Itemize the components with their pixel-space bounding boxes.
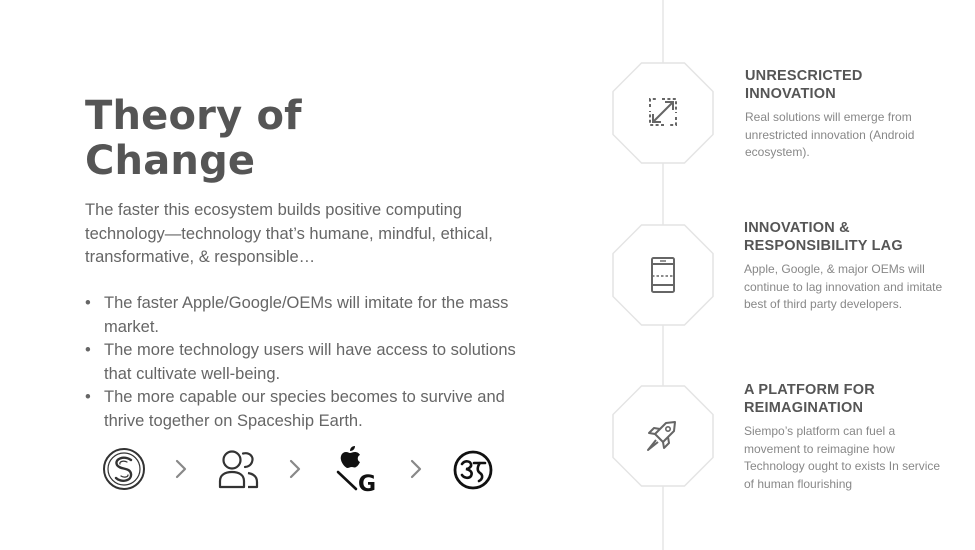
bullet-item [85,386,525,433]
timeline-card [744,381,944,493]
chevron-right-icon [409,458,423,480]
slide-title: Theory of Change [85,93,302,184]
bullet-dot: • [85,341,91,359]
timeline-node [611,384,715,488]
card-description: Siempo’s platform can fuel a movement to reimagine how Technology ought to exists In service of human flourishing [744,424,941,491]
bullet-list [85,292,525,433]
card-description: Apple, Google, & major OEMs will continue to lag innovation and imitate best of third party developers. [744,262,943,311]
card-title: INNOVATION & RESPONSIBILITY LAG [744,220,903,254]
svg-text:G: G [358,472,377,494]
apple-google-icon [334,444,380,499]
card-description: Real solutions will emerge from unrestricted innovation (Android ecosystem). [745,110,915,159]
spaceship-earth-icon [452,449,494,496]
bullet-item [85,339,525,386]
intro-paragraph: The faster this ecosystem builds positive computing technology—technology that’s humane, mindful, ethical, transformative, & responsible… [85,201,493,266]
chevron-right-icon [288,458,302,480]
bullet-dot: • [85,294,91,312]
card-title: A PLATFORM FOR REIMAGINATION [744,382,875,416]
timeline-card [744,219,944,314]
bullet-text: The faster Apple/Google/OEMs will imitate for the mass market. [104,294,509,336]
phone-device-icon [649,256,677,294]
card-title: UNRESCRICTED INNOVATION [745,68,863,102]
chevron-right-icon [174,458,188,480]
rocket-icon [644,418,680,454]
bullet-item [85,292,525,339]
bullet-dot: • [85,388,91,406]
bullet-text: The more capable our species becomes to survive and thrive together on Spaceship Earth. [104,388,505,430]
siempo-logo-icon [102,447,146,496]
expand-arrows-icon [646,95,680,129]
users-icon [217,448,261,495]
bullet-text: The more technology users will have access to solutions that cultivate well-being. [104,341,516,383]
timeline-node [611,61,715,165]
timeline-node [611,223,715,327]
timeline-card [745,67,945,162]
